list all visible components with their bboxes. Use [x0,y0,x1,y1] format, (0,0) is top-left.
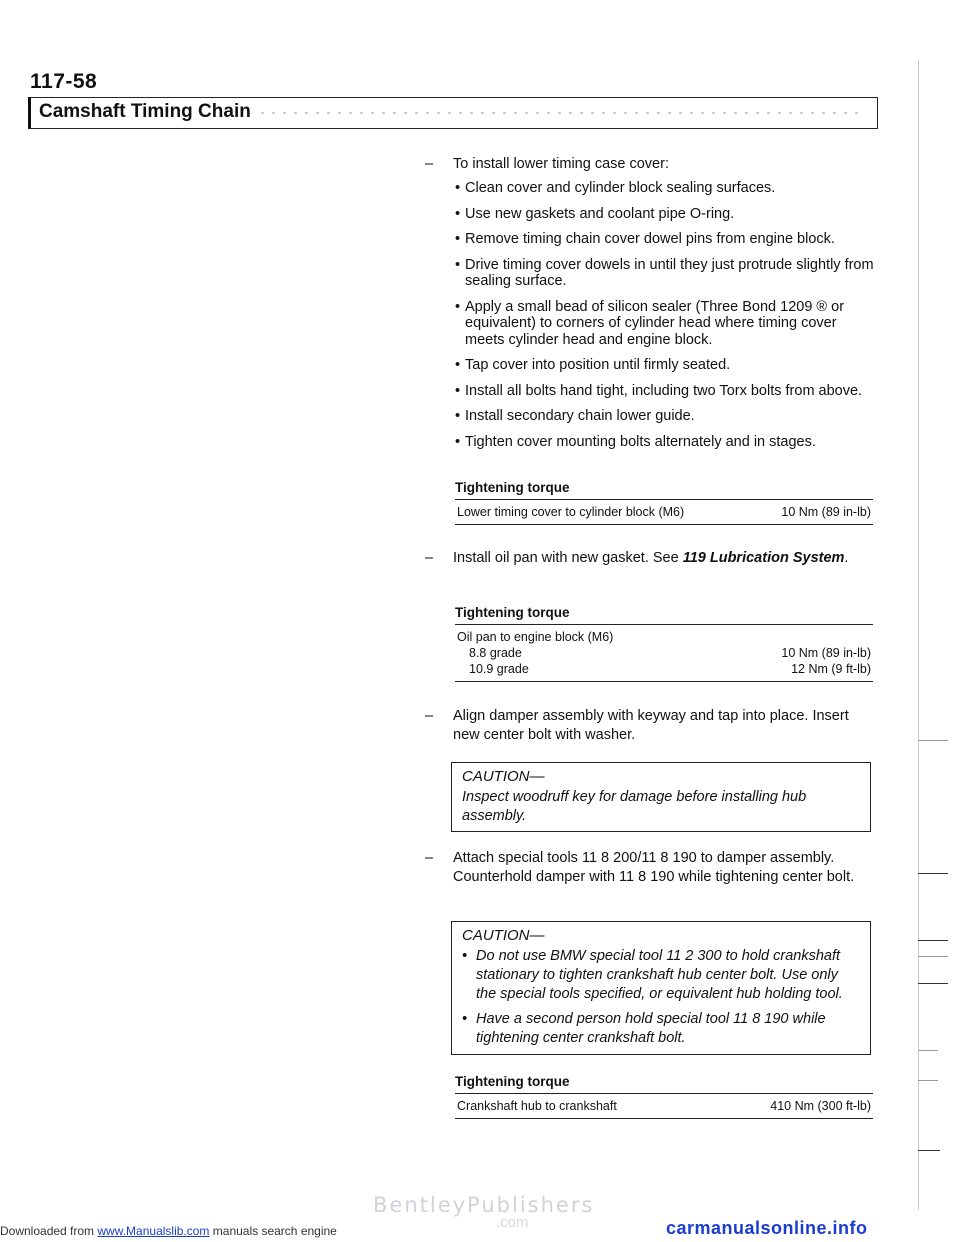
bullet-item [425,206,875,223]
watermark: BentleyPublishers [373,1193,595,1217]
torque-title: Tightening torque [455,605,570,620]
table-row [455,661,873,677]
table-row [455,625,873,645]
cross-reference: 119 Lubrication System [682,550,845,566]
edge-line [918,60,919,1210]
caution-box-crankshaft [451,921,871,1055]
table-rule [455,1118,873,1119]
step-install-lower-cover [425,155,875,459]
bullet-text: Remove timing chain cover dowel pins from engine block. [465,231,835,247]
edge-tick [918,1080,938,1081]
torque-table-lower-cover [455,480,873,525]
bullet-item [425,383,875,400]
bullet-text: Install all bolts hand tight, including two Torx bolts from above. [465,382,863,399]
edge-tick [918,1150,940,1151]
bullet-item [425,408,875,425]
site-watermark: carmanualsonline.info [666,1218,868,1238]
bullet-item [425,231,875,248]
torque-table-crankshaft-hub [455,1074,873,1119]
caution-heading: CAUTION— [462,927,545,944]
edge-tick [918,873,948,874]
bullet-text: Tighten cover mounting bolts alternately and in stages. [465,433,816,450]
bullet-icon: • [455,298,461,315]
step-text-part: . [844,550,849,566]
bullet-text: Tap cover into position until firmly seated. [465,357,731,373]
section-title: Camshaft Timing Chain [39,101,251,122]
edge-tick [918,940,948,941]
bullet-icon: • [455,180,461,196]
torque-label: Lower timing cover to cylinder block (M6) [457,505,685,519]
torque-label: 10.9 grade [469,662,529,676]
manualslib-link[interactable]: www.Manualslib.com [97,1224,210,1238]
footer-prefix: Downloaded from [0,1224,98,1238]
table-row [455,500,873,520]
caution-heading: CAUTION— [462,768,545,785]
bullet-icon: • [462,948,468,964]
section-header [28,97,878,129]
caution-item [462,1010,862,1048]
step-text: To install lower timing case cover: [453,156,669,172]
bullet-item [425,357,875,374]
caution-item [462,947,862,1004]
step-attach-special-tools [425,849,875,887]
caution-item-text: Have a second person hold special tool 11 8 190 while tightening center crankshaft bolt. [476,1011,826,1046]
watermark-sub: .com [496,1214,529,1231]
bullet-icon: • [455,256,461,273]
bullet-text: Use new gaskets and coolant pipe O-ring. [465,205,735,222]
torque-value: 12 Nm (9 ft-lb) [791,662,871,676]
bullet-icon: • [455,433,461,450]
header-scan-noise [261,112,861,114]
step-dash: – [425,550,434,566]
caution-text: Inspect woodruff key for damage before installing hub assembly. [462,789,807,824]
bullet-icon: • [455,382,461,399]
bullet-icon: • [462,1011,468,1027]
bullet-item [425,180,875,197]
footer-suffix: manuals search engine [209,1224,337,1238]
download-footer [0,1224,337,1238]
table-rule [455,681,873,682]
torque-label: Crankshaft hub to crankshaft [457,1099,617,1113]
torque-value: 10 Nm (89 in-lb) [781,505,871,519]
torque-label: Oil pan to engine block (M6) [457,630,614,644]
bullet-item [425,257,875,290]
torque-table-oil-pan [455,605,873,682]
step-text: Attach special tools 11 8 200/11 8 190 to damper assembly. Counterhold damper with 11 8 190 while tightening center bolt. [453,850,855,885]
caution-box-woodruff [451,762,871,832]
bullet-item [425,299,875,349]
torque-label: 8.8 grade [469,646,522,660]
edge-tick [918,956,948,957]
page-number: 117-58 [30,70,98,93]
step-text [453,549,871,568]
scan-edge-marks [910,0,960,1242]
torque-value: 410 Nm (300 ft-lb) [770,1099,871,1113]
edge-tick [918,740,948,741]
bullet-icon: • [455,205,461,222]
bullet-text: Clean cover and cylinder block sealing surfaces. [465,180,776,196]
step-dash: – [425,156,434,172]
bullet-icon: • [455,408,461,424]
torque-title: Tightening torque [455,1074,570,1089]
torque-value: 10 Nm (89 in-lb) [781,646,871,660]
edge-tick [918,983,948,984]
step-dash: – [425,708,434,724]
step-text-part: Install oil pan with new gasket. See [453,550,683,566]
step-align-damper [425,707,875,745]
step-install-oil-pan [425,549,875,568]
bullet-text: Apply a small bead of silicon sealer (Three Bond 1209 ® or equivalent) to corners of cylinder head where timing cover meets cylinder head and engine block. [465,298,845,348]
bullet-list [425,180,875,450]
step-text: Align damper assembly with keyway and tap into place. Insert new center bolt with washer. [453,708,849,743]
bullet-item [425,434,875,451]
bullet-text: Drive timing cover dowels in until they just protrude slightly from sealing surface. [465,256,874,289]
bullet-text: Install secondary chain lower guide. [465,408,695,424]
table-row [455,1094,873,1114]
step-dash: – [425,850,434,866]
bullet-icon: • [455,231,461,247]
table-row [455,645,873,661]
table-rule [455,524,873,525]
bullet-icon: • [455,357,461,373]
edge-tick [918,1050,938,1051]
torque-title: Tightening torque [455,480,570,495]
caution-item-text: Do not use BMW special tool 11 2 300 to hold crankshaft stationary to tighten crankshaft hub center bolt. Use only the special tools specified, or equivalent hub holding tool. [476,948,843,1002]
